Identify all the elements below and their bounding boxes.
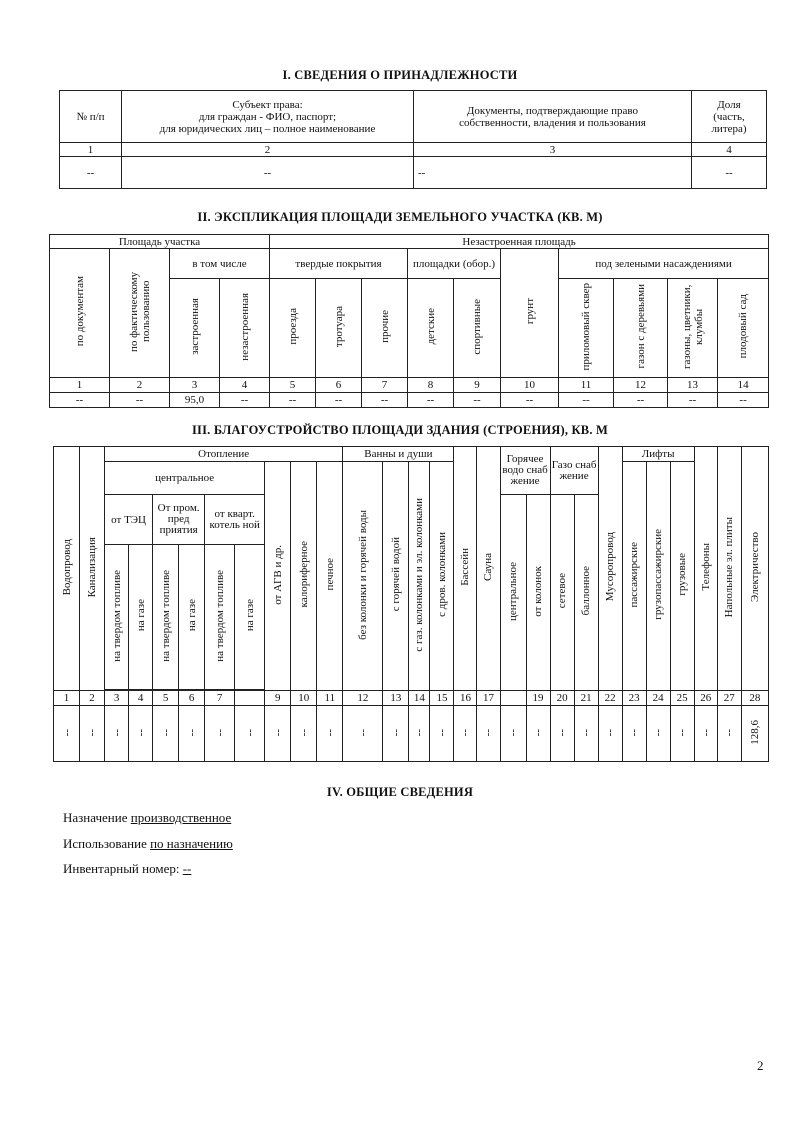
col-pool [454,447,477,691]
value: -- [482,729,495,737]
label: пассажирские [628,541,641,608]
label: на газе [134,599,147,632]
sub-green: под зелеными насаждениями [559,249,769,279]
header-share [692,91,767,143]
col-pass [622,462,646,691]
col-number: 19 [526,691,550,706]
col-number: 7 [205,691,235,706]
col-unbuilt [220,279,270,378]
usage-label: Использование [63,836,147,851]
col-cargo-pass [646,462,670,691]
page-number: 2 [757,1058,764,1073]
value: -- [676,729,689,737]
label: газон с деревьями [634,284,647,369]
cell [205,706,235,762]
group-hot-water: Горячее водо снаб жение [500,447,550,495]
col-calor [291,462,317,691]
cell [105,706,129,762]
label: на твердом топливе [213,569,226,662]
col-el-stoves [717,447,741,691]
col-driveway [270,279,316,378]
col-number: 24 [646,691,670,706]
col-number: 14 [409,691,430,706]
col-square [559,279,614,378]
subject-line-2: для граждан - ФИО, паспорт; [198,110,337,123]
section-2-title: II. ЭКСПЛИКАЦИЯ ПЛОЩАДИ ЗЕМЕЛЬНОГО УЧАСТКА (КВ. М) [197,210,603,224]
cell [317,706,343,762]
usage-line [63,836,233,852]
value: -- [86,729,99,737]
cell: -- [110,393,170,408]
col-gas-el [409,462,430,691]
label: тротуара [332,305,345,348]
share-line-2: (часть, [713,110,745,123]
share-line-3: литера) [711,122,747,135]
value: -- [271,729,284,737]
cell: -- [316,393,362,408]
label: с дров. колонками [435,532,448,617]
sub-prom: От пром. пред приятия [153,495,205,545]
cell [80,706,105,762]
col-number: 11 [559,378,614,393]
col-number: 2 [110,378,170,393]
cell: -- [718,393,769,408]
label: детские [424,308,437,345]
col-number: 12 [614,378,668,393]
group-baths: Ванны и души [343,447,454,462]
label: плодовый сад [737,294,750,359]
col-number: 27 [717,691,741,706]
cell [741,706,768,762]
col-number: 12 [343,691,383,706]
group-heating: Отопление [105,447,343,462]
value: -- [134,729,147,737]
cell: -- [614,393,668,408]
header-subject [122,91,414,143]
label: на твердом топливе [159,569,172,662]
col-number: 15 [430,691,454,706]
cell: 95,0 [170,393,220,408]
cell [717,706,741,762]
cell [454,706,477,762]
docs-line-2: собственности, владения и пользования [459,116,646,129]
col-tec-gas [129,545,153,690]
label: Водопровод [60,538,73,596]
col-garbage [598,447,622,691]
sub-including: в том числе [170,249,270,279]
value: -- [389,729,402,737]
col-number: 14 [718,378,769,393]
value: -- [628,729,641,737]
value: -- [699,729,712,737]
cell: -- [501,393,559,408]
col-no-columns [343,462,383,691]
purpose-label: Назначение [63,810,128,825]
cell [343,706,383,762]
value: -- [604,729,617,737]
cell: -- [122,157,414,189]
cell [500,706,526,762]
group-undeveloped: Незастроенная площадь [270,235,769,249]
col-number: 23 [622,691,646,706]
col-number: 10 [291,691,317,706]
value: -- [652,729,665,737]
label: от АГВ и др. [271,544,284,605]
col-number: 7 [362,378,408,393]
group-central: центральное [105,462,265,495]
improvement-table [53,446,769,762]
value: -- [413,729,426,737]
value: -- [159,729,172,737]
label: застроенная [188,298,201,355]
value: -- [556,729,569,737]
col-number: 4 [129,691,153,706]
label: газоны, цветники, клумбы [680,284,705,369]
col-built [170,279,220,378]
label: незастроенная [238,292,251,361]
label: Напольные эл. плиты [723,516,736,618]
col-soil [501,249,559,378]
col-electric [741,447,768,691]
share-line-1: Доля [717,98,741,111]
inventory-line [63,861,191,877]
col-orchard [718,279,769,378]
cell [670,706,694,762]
cell [383,706,409,762]
group-gas: Газо снаб жение [550,447,598,495]
col-tec-solid [105,545,129,690]
col-stove [317,462,343,691]
cell [622,706,646,762]
value: -- [532,729,545,737]
inventory-label: Инвентарный номер: [63,861,180,876]
label: Сауна [482,553,495,581]
label: калориферное [297,541,310,608]
cell [430,706,454,762]
col-number: 1 [54,691,80,706]
sub-hard-cover: твердые покрытия [270,249,408,279]
value: -- [213,729,226,737]
value: -- [60,729,73,737]
cell: -- [270,393,316,408]
col-number: 4 [220,378,270,393]
col-lawns [668,279,718,378]
cell [550,706,574,762]
section-4-title: IV. ОБЩИЕ СВЕДЕНИЯ [326,785,474,799]
col-cargo [670,462,694,691]
section-1-title: I. СВЕДЕНИЯ О ПРИНАДЛЕЖНОСТИ [282,68,518,82]
value: -- [435,729,448,737]
cell [646,706,670,762]
col-wood [430,462,454,691]
value: -- [723,729,736,737]
col-hot-water [383,462,409,691]
col-hot-central [500,495,526,691]
cell: -- [220,393,270,408]
col-number [235,691,265,706]
col-number: 10 [501,378,559,393]
col-number: 2 [122,143,414,157]
col-sauna [477,447,500,691]
col-number: 2 [80,691,105,706]
col-number: 17 [477,691,500,706]
value: -- [185,729,198,737]
subject-line-1: Субъект права: [232,98,303,111]
cell: -- [559,393,614,408]
label: центральное [507,561,520,621]
cell [129,706,153,762]
header-docs [414,91,692,143]
label: на газе [243,599,256,632]
section-3-title: III. БЛАГОУСТРОЙСТВО ПЛОЩАДИ ЗДАНИЯ (СТРОЕНИЯ), КВ. М [191,423,608,437]
usage-value: по назначению [150,836,233,851]
cell [54,706,80,762]
label: на газе [185,599,198,632]
inventory-value: -- [182,861,192,876]
col-number: 9 [265,691,291,706]
sub-platforms: площадки (обор.) [408,249,501,279]
cell [235,706,265,762]
land-plot-table [49,234,769,408]
col-number: 20 [550,691,574,706]
purpose-value: производственное [130,810,232,825]
col-by-docs [50,249,110,378]
cell: -- [50,393,110,408]
col-number: 11 [317,691,343,706]
col-prom-solid [153,545,179,690]
col-sewer [80,447,105,691]
label: без колонки и горячей воды [356,509,369,640]
col-kids [408,279,454,378]
cell [409,706,430,762]
col-hot-from-col [526,495,550,691]
label: Канализация [86,536,99,598]
cell [694,706,717,762]
cell [574,706,598,762]
cell: -- [362,393,408,408]
col-kvart-solid [205,545,235,690]
cell: -- [408,393,454,408]
value: -- [580,729,593,737]
col-lawn-trees [614,279,668,378]
label: Мусоропровод [604,532,617,602]
col-actual-use [110,249,170,378]
label: прочие [378,310,391,343]
col-number: 9 [454,378,501,393]
value: -- [110,729,123,737]
col-number: 13 [383,691,409,706]
label: печное [323,558,336,591]
group-lifts: Лифты [622,447,694,462]
cell: -- [454,393,501,408]
col-number: 3 [170,378,220,393]
col-number [500,691,526,706]
label: баллонное [580,566,593,616]
cell [291,706,317,762]
purpose-line [63,810,231,826]
col-number: 1 [60,143,122,157]
label: по фактическому пользованию [127,271,152,352]
col-number: 13 [668,378,718,393]
col-number: 1 [50,378,110,393]
col-number: 3 [414,143,692,157]
sub-kvart: от кварт. котель ной [205,495,265,545]
header-num: № п/п [60,91,122,143]
col-number: 5 [153,691,179,706]
label: Телефоны [699,543,712,591]
col-number: 5 [270,378,316,393]
cell: -- [692,157,767,189]
label: от колонок [532,565,545,617]
label: грузопассажирские [652,529,665,620]
col-number: 16 [454,691,477,706]
cell: -- [60,157,122,189]
label: по документам [73,276,86,347]
col-water [54,447,80,691]
cell [477,706,500,762]
cell [265,706,291,762]
col-agv [265,462,291,691]
docs-line-1: Документы, подтверждающие право [466,104,639,117]
col-prom-gas [179,545,205,690]
col-other [362,279,408,378]
label: с газ. колонками и эл. колонками [413,497,426,652]
col-number: 3 [105,691,129,706]
group-plot-area: Площадь участка [50,235,270,249]
cell [153,706,179,762]
col-number: 22 [598,691,622,706]
col-number: 6 [316,378,362,393]
col-gas-net [550,495,574,691]
value: -- [323,729,336,737]
col-number: 25 [670,691,694,706]
col-sidewalk [316,279,362,378]
label: на твердом топливе [110,569,123,662]
col-number: 4 [692,143,767,157]
col-number: 26 [694,691,717,706]
col-number: 8 [408,378,454,393]
col-number: 28 [741,691,768,706]
label: сетевое [556,573,569,609]
value: -- [297,729,310,737]
sub-tec: от ТЭЦ [105,495,153,545]
ownership-table [59,90,767,189]
label: приломовый сквер [580,282,593,371]
cell: -- [668,393,718,408]
col-number: 21 [574,691,598,706]
col-gas-cyl [574,495,598,691]
label: с горячей водой [389,537,402,612]
col-phones [694,447,717,691]
subject-line-3: для юридических лиц – полное наименование [159,122,376,135]
label: грунт [523,298,536,325]
cell [179,706,205,762]
value: -- [459,729,472,737]
col-sport [454,279,501,378]
col-number: 6 [179,691,205,706]
value: -- [507,729,520,737]
value: 128,6 [748,719,761,745]
label: спортивные [471,298,484,355]
value: -- [243,729,256,737]
label: проезда [286,308,299,345]
cell [526,706,550,762]
cell: -- [414,157,692,189]
label: Бассейн [459,548,472,586]
col-kvart-gas [235,545,265,690]
value: -- [356,729,369,737]
label: Электричество [748,531,761,602]
cell [598,706,622,762]
label: грузовые [676,553,689,596]
